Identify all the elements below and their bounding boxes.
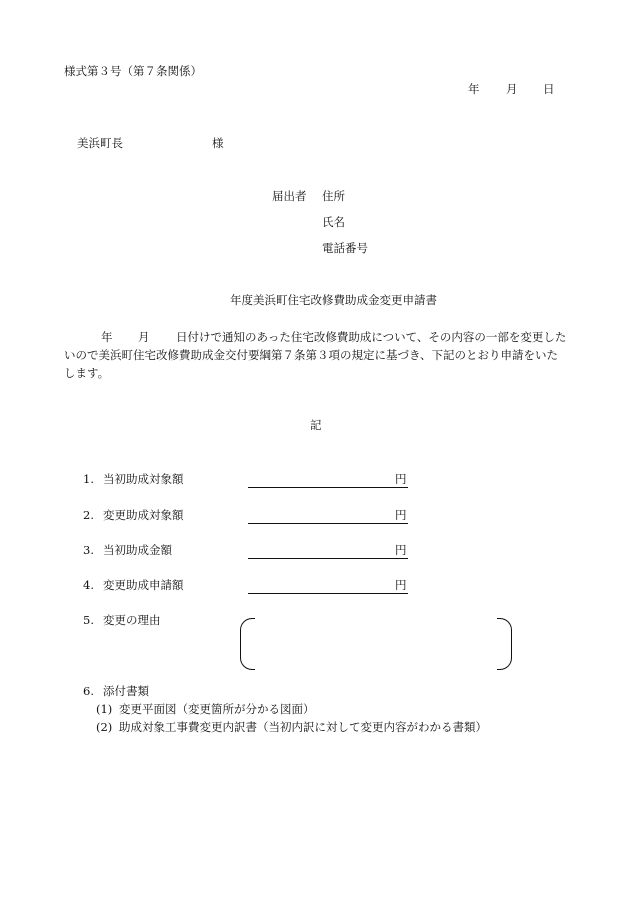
document-title: 年度美浜町住宅改修費助成金変更申請書 [230, 293, 437, 307]
amount-underline[interactable] [248, 593, 408, 594]
amount-underline[interactable] [248, 558, 408, 559]
reason-input-area[interactable] [256, 618, 494, 668]
item-unit: 円 [395, 578, 407, 592]
reason-label: 変更の理由 [103, 613, 161, 627]
amount-underline[interactable] [248, 523, 408, 524]
attachment-number: (1) [96, 702, 113, 716]
date-month-label: 月 [506, 82, 518, 96]
attachment-number: (2) [96, 720, 113, 734]
item-unit: 円 [395, 508, 407, 522]
item-label: 当初助成金額 [103, 543, 172, 557]
body-year-label: 年 [101, 330, 113, 344]
item-number: 2. [83, 508, 94, 522]
date-day-label: 日 [543, 82, 555, 96]
body-text: 日付けで通知のあった住宅改修費助成について、その内容の一部を変更したいので美浜町住宅改修費助成金交付要綱第７条第３項の規定に基づき、下記のとおり申請をいたします。 [64, 330, 567, 380]
item-unit: 円 [395, 543, 407, 557]
item-label: 変更助成対象額 [103, 508, 184, 522]
item-unit: 円 [395, 472, 407, 486]
reason-number: 5. [83, 613, 94, 627]
addressee-name: 美浜町長 [77, 136, 123, 150]
attachment-text: 変更平面図（変更箇所が分かる図面） [119, 702, 315, 716]
form-id: 様式第３号（第７条関係） [64, 64, 202, 78]
amount-underline[interactable] [248, 487, 408, 488]
applicant-label: 届出者 [272, 189, 307, 203]
attachments-number: 6. [83, 684, 94, 698]
item-number: 3. [83, 543, 94, 557]
date-year-label: 年 [468, 82, 480, 96]
item-number: 4. [83, 578, 94, 592]
addressee-honorific: 様 [212, 136, 224, 150]
address-label: 住所 [322, 189, 345, 203]
phone-label: 電話番号 [322, 241, 368, 255]
item-label: 当初助成対象額 [103, 472, 184, 486]
reason-bracket-right [497, 618, 512, 670]
item-label: 変更助成申請額 [103, 578, 184, 592]
body-month-label: 月 [138, 330, 150, 344]
ki-heading: 記 [310, 418, 322, 432]
reason-bracket-left [240, 618, 255, 670]
attachments-label: 添付書類 [103, 684, 149, 698]
attachment-text: 助成対象工事費変更内訳書（当初内訳に対して変更内容がわかる書類） [119, 720, 487, 734]
item-number: 1. [83, 472, 94, 486]
name-label: 氏名 [322, 215, 345, 229]
